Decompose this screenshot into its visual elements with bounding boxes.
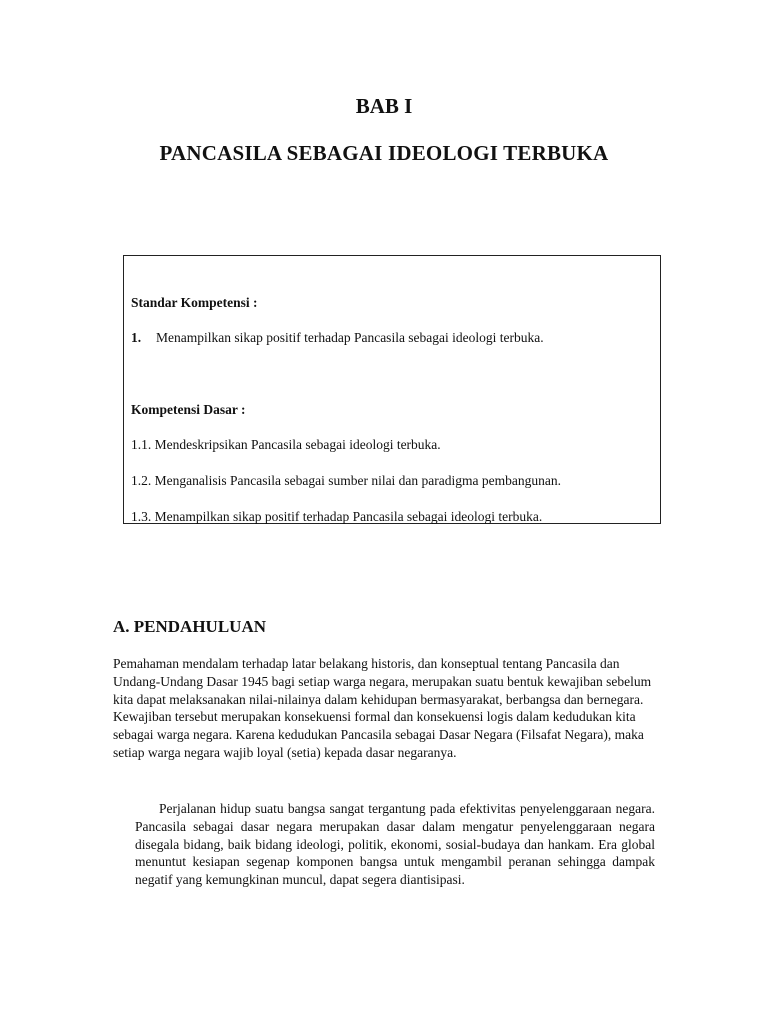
competency-box — [123, 255, 661, 524]
kompetensi-dasar-item: 1.1. Mendeskripsikan Pancasila sebagai ideologi terbuka. — [131, 437, 441, 452]
section-heading: A. PENDAHULUAN — [113, 617, 266, 636]
chapter-title: PANCASILA SEBAGAI IDEOLOGI TERBUKA — [159, 141, 609, 165]
standar-kompetensi-heading: Standar Kompetensi : — [131, 295, 258, 310]
kompetensi-dasar-heading: Kompetensi Dasar : — [131, 402, 246, 417]
standar-kompetensi-item — [131, 330, 544, 346]
indented-paragraph: Perjalanan hidup suatu bangsa sangat tergantung pada efektivitas penyelenggaraan negara. Pancasila sebagai dasar negara merupakan dasar dalam mengatur penyelenggaraan negara disegala bidang, baik bidang ideologi, politik, ekonomi, sosial-budaya dan hankam. Era global menuntut kesiapan segenap komponen bangsa untuk mengambil peranan sehingga dampak negatif yang kemungkinan muncul, dapat segera diantisipasi. — [135, 801, 655, 888]
standar-item-number: 1. — [131, 330, 142, 345]
standar-item-text: Menampilkan sikap positif terhadap Pancasila sebagai ideologi terbuka. — [156, 330, 544, 345]
kompetensi-dasar-item: 1.2. Menganalisis Pancasila sebagai sumber nilai dan paradigma pembangunan. — [131, 473, 562, 488]
intro-paragraph: Pemahaman mendalam terhadap latar belakang historis, dan konseptual tentang Pancasila dan Undang-Undang Dasar 1945 bagi setiap warga negara, merupakan suatu bentuk kewajiban sebelum kita dapat melaksanakan nilai-nilainya dalam kehidupan bermasyarakat, berbangsa dan bernegara. Kewajiban tersebut merupakan konsekuensi formal dan konsekuensi logis dalam kedudukan kita sebagai warga negara. Karena kedudukan Pancasila sebagai Dasar Negara (Filsafat Negara), maka setiap warga negara wajib loyal (setia) kepada dasar negaranya. — [113, 656, 652, 760]
kompetensi-dasar-item: 1.3. Menampilkan sikap positif terhadap Pancasila sebagai ideologi terbuka. — [131, 509, 543, 524]
chapter-number: BAB I — [355, 94, 413, 118]
